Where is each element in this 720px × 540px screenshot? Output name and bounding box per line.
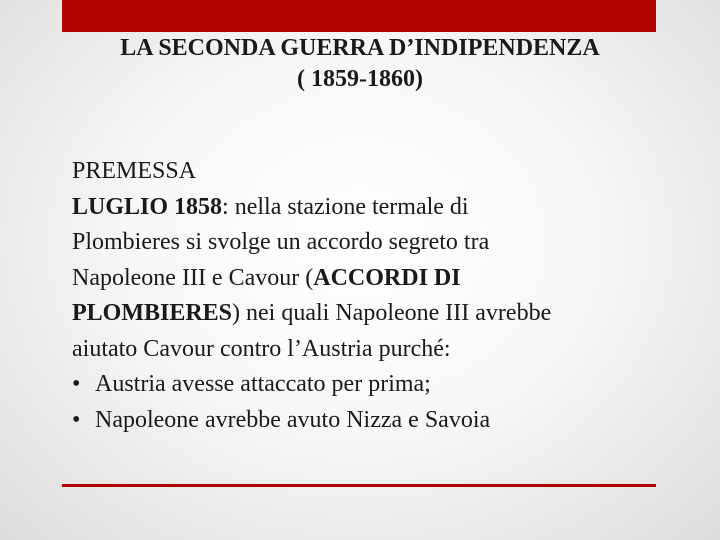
title-line-2: ( 1859-1860) [297,66,423,92]
bullet-item-2 [72,403,672,439]
title-line-1: LA SECONDA GUERRA D’INDIPENDENZA [120,35,600,61]
body-line-1-rest: : nella stazione termale di [222,193,469,220]
body-line-1 [72,190,672,226]
plombieres-label: PLOMBIERES [72,300,233,326]
bullet-icon: • [72,371,81,397]
body-line-3-text: Napoleone III e Cavour ( [72,264,314,291]
body-line-4 [72,296,672,332]
slide-body [72,154,672,438]
slide-title [0,33,720,95]
bullet-item-1 [72,367,672,403]
body-line-4-rest: ) nei quali Napoleone III avrebbe [232,300,552,326]
body-line-3 [72,261,672,297]
accordi-label: ACCORDI DI [313,264,461,291]
body-line-5: aiutato Cavour contro l’Austria purché: [72,335,451,362]
bullet-text-1: Austria avesse attaccato per prima; [95,371,431,397]
body-line-2: Plombieres si svolge un accordo segreto tra [72,229,490,255]
top-accent-bar [62,0,656,32]
bullet-icon: • [72,406,81,433]
bullet-text-2: Napoleone avrebbe avuto Nizza e Savoia [95,406,491,433]
bottom-divider [62,484,656,487]
section-heading: PREMESSA [72,158,197,184]
date-label: LUGLIO 1858 [72,193,223,220]
